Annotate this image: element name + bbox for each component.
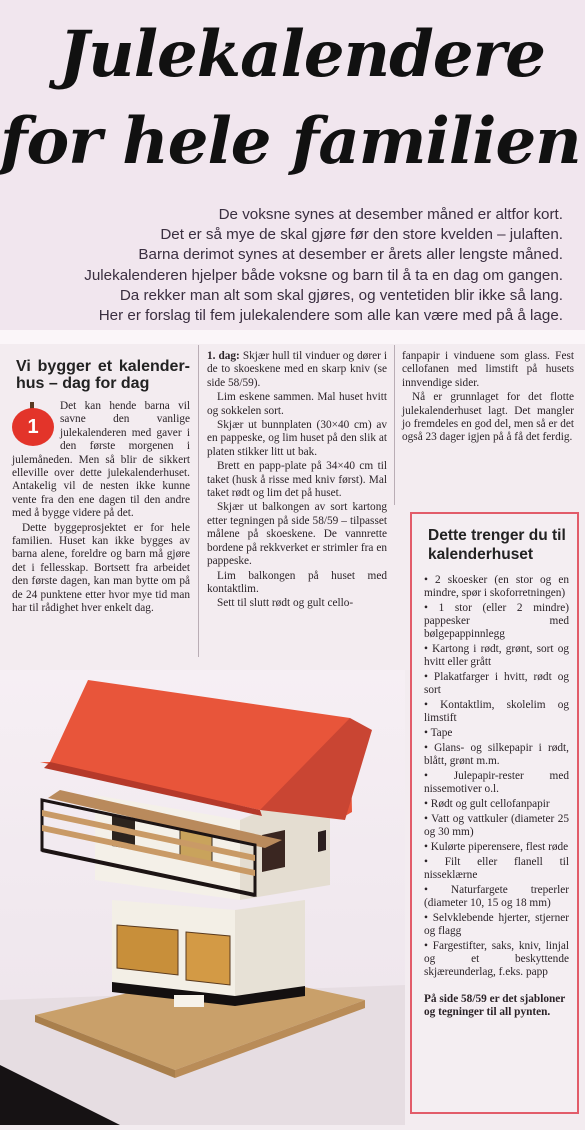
article-paragraph: Det kan hende barna vil savne den vanlige julekalenderen med gaver i den første morgenen i julemåneden. Men så blir de sikkert elleville over dette julekalenderhuset. Antakelig vil de nesten ikke kunne vente fra den ene dagen til den andre med å bygge videre på det. [12,400,190,520]
house-illustration [0,670,405,1125]
list-item: • Vatt og vattkuler (diameter 25 og 30 mm) [424,813,569,838]
article-paragraph: Brett en papp-plate på 34×40 cm til taket (husk å risse med kniv først). Mal taket rødt og lim det på huset. [207,460,387,500]
list-item: • 2 skoesker (en stor og en mindre, spør i skoforretningen) [424,574,569,599]
article-column-3 [402,350,574,446]
article-paragraph: Skjær hull til vinduer og dører i de to skoeskene med en skarp kniv (se side 58/59). [207,350,388,389]
article-column-2 [207,350,387,612]
article-paragraph: Skjær ut balkongen av sort kartong etter tegningen på side 58/59 – tilpasset målene på skoeskene. De vannrette bordene på rekkverket er strimler fra en pappeske. [207,501,387,568]
article-paragraph: Dette byggeprosjektet er for hele familien. Huset kan ikke bygges av barna alene, foreldre og barn må gjøre det i fellesskap. Bortsett fra arbeidet den første dagen, kan man bytte om på de 24 punktene etter hvor mye tid man har til rådighet hver enkelt dag. [12,521,190,615]
lead-line: Barna derimot synes at desember er årets aller lengste måned. [138,246,563,264]
article-heading: Vi bygger et kalender-hus – dag for dag [16,358,190,392]
article-paragraph: Skjær ut bunnplaten (30×40 cm) av en pappeske, og lim huset på den slik at platen stikker litt ut bak. [207,419,387,458]
lead-line: De voksne synes at desember måned er altfor kort. [218,206,563,223]
materials-list [412,574,577,979]
article-paragraph: Lim eskene sammen. Mal huset hvitt og sokkelen sort. [207,391,387,417]
calendar-house-photo [0,670,405,1125]
lead-paragraph [23,205,563,326]
list-item: • Glans- og silkepapir i rødt, blått, grønt m.m. [424,742,569,767]
page-title-line1: Julekalendere [58,17,545,92]
list-item: • Selvklebende hjerter, stjerner og flagg [424,912,569,937]
column-rule [198,345,199,657]
lead-line: Julekalenderen hjelper både voksne og barn til å ta en dag om gangen. [84,266,563,284]
list-item: • Naturfargete treperler (diameter 10, 15 og 18 mm) [424,884,569,909]
section-divider [0,330,585,344]
lead-line: Her er forslag til fem julekalendere som alle kan være med på å lage. [98,307,563,325]
article-paragraph: Lim balkongen på huset med kontaktlim. [207,569,387,595]
materials-box [410,512,579,1114]
list-item: • Fargestifter, saks, kniv, linjal og et beskyttende skjæreunderlag, f.eks. papp [424,940,569,978]
list-item: • Julepapir-rester med nissemotiver o.l. [424,770,569,795]
lead-line: Da rekker man alt som skal gjøres, og ventetiden blir ikke så lang. [119,286,563,304]
header-area [0,0,585,330]
article-paragraph: Sett til slutt rødt og gult cello- [217,597,354,610]
list-item: • Kartong i rødt, grønt, sort og hvitt eller grått [424,643,569,668]
article-paragraph: fanpapir i vinduene som glass. Fest cellofanen med limstift på husets innvendige sider. [402,350,574,389]
day-label: 1. dag: [207,350,240,362]
column-rule [394,345,395,505]
list-item: • Kulørte piperensere, flest røde [424,841,569,853]
list-item: • Tape [424,727,453,739]
materials-heading: Dette trenger du til kalenderhuset [428,527,566,563]
list-item: • 1 stor (eller 2 mindre) pappesker med bølgepappinnlegg [424,602,569,640]
list-item: • Rødt og gult cellofanpapir [424,798,550,810]
materials-footer: På side 58/59 er det sjabloner og tegninger til all pynten. [424,993,566,1018]
page-title-line2: for hele familien [0,104,581,179]
badge-number: 1 [12,408,54,446]
article-paragraph: Nå er grunnlaget for det flotte julekalenderhuset lagt. Det mangler jo fremdeles en god del, men så er det også 23 dager igjen på å få det ferdig. [402,391,574,444]
apple-number-badge [12,402,54,446]
article-column-1 [12,350,190,617]
list-item: • Filt eller flanell til nisseklærne [424,856,569,881]
list-item: • Plakatfarger i hvitt, rødt og sort [424,671,569,696]
list-item: • Kontaktlim, skolelim og limstift [424,699,569,724]
lead-line: Det er så mye de skal gjøre før den store kvelden – julaften. [160,226,563,244]
